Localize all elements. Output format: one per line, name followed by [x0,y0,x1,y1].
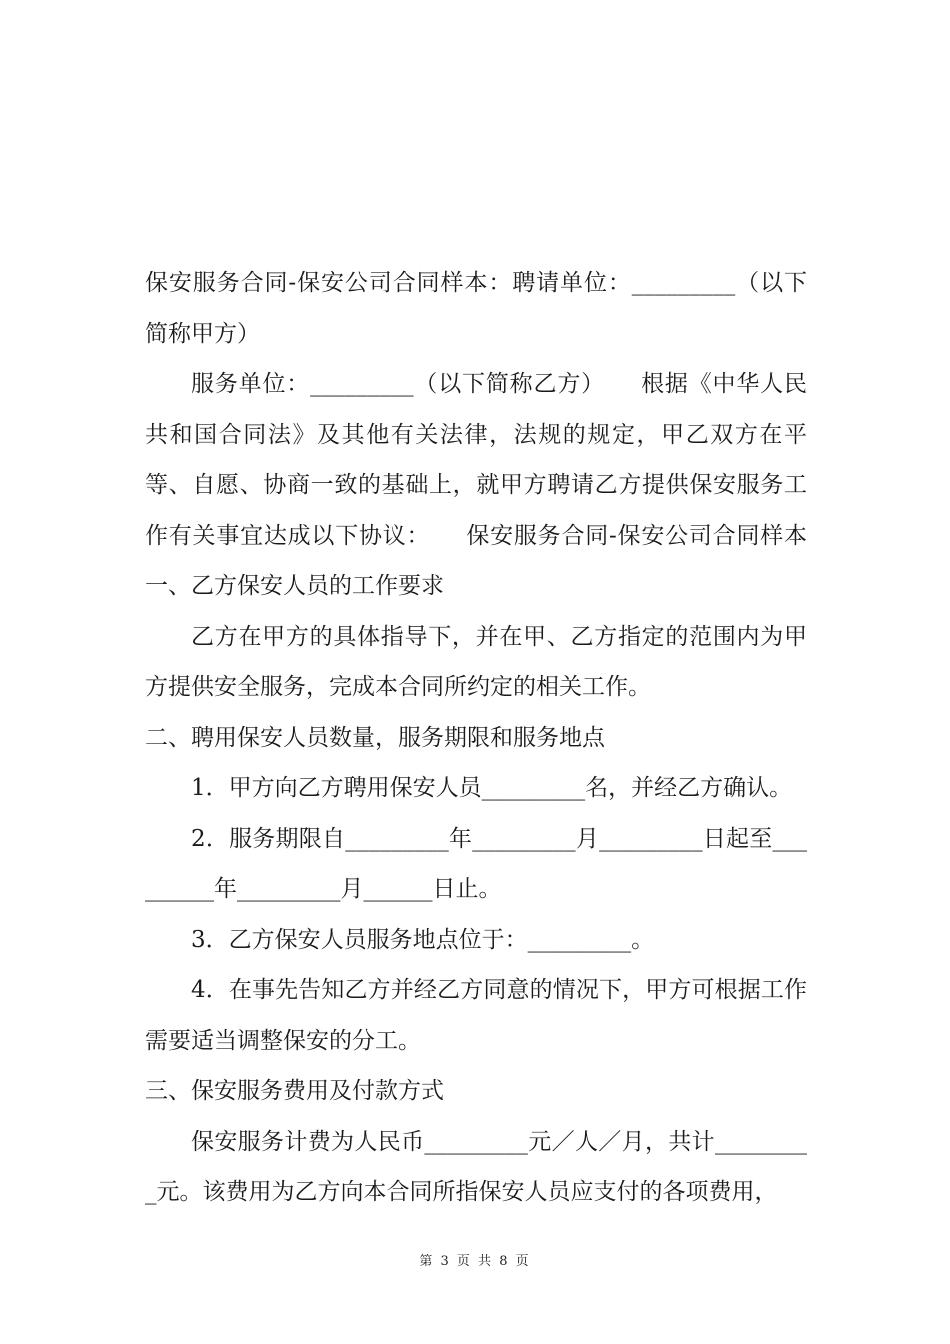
paragraph-item-1: 1．甲方向乙方聘用保安人员_________名，并经乙方确认。 [191,775,793,801]
section-heading-personnel: 二、聘用保安人员数量，服务期限和服务地点 [145,724,605,751]
paragraph-work-requirements: 乙方在甲方的具体指导下，并在甲、乙方指定的范围内为甲方提供安全服务，完成本合同所约定的相关工作。 [145,623,807,700]
paragraph-service-party: 服务单位：_________（以下简称乙方） 根据《中华人民共和国合同法》及其他有关法律，法规的规定，甲乙双方在平等、自愿、协商一致的基础上，就甲方聘请乙方提供保安服务工作有关事宜达成以下协议： 保安服务合同-保安公司合同样本一、乙方保安人员的工作要求 [145,371,807,599]
paragraph-fees: 保安服务计费为人民币_________元／人／月，共计_________元。该费用为乙方向本合同所指保安人员应支付的各项费用， [145,1128,807,1205]
document-body [145,258,807,1218]
paragraph-intro: 保安服务合同-保安公司合同样本：聘请单位：_________（以下简称甲方） [145,270,807,347]
page-number-footer: 第 3 页 共 8 页 [419,1254,531,1269]
paragraph-item-3: 3．乙方保安人员服务地点位于：_________。 [191,926,655,953]
paragraph-item-2: 2．服务期限自_________年_________月_________日起至_________年_________月______日止。 [145,825,807,902]
paragraph-item-4: 4．在事先告知乙方并经乙方同意的情况下，甲方可根据工作需要适当调整保安的分工。 [145,977,807,1054]
section-heading-fees: 三、保安服务费用及付款方式 [145,1078,444,1104]
